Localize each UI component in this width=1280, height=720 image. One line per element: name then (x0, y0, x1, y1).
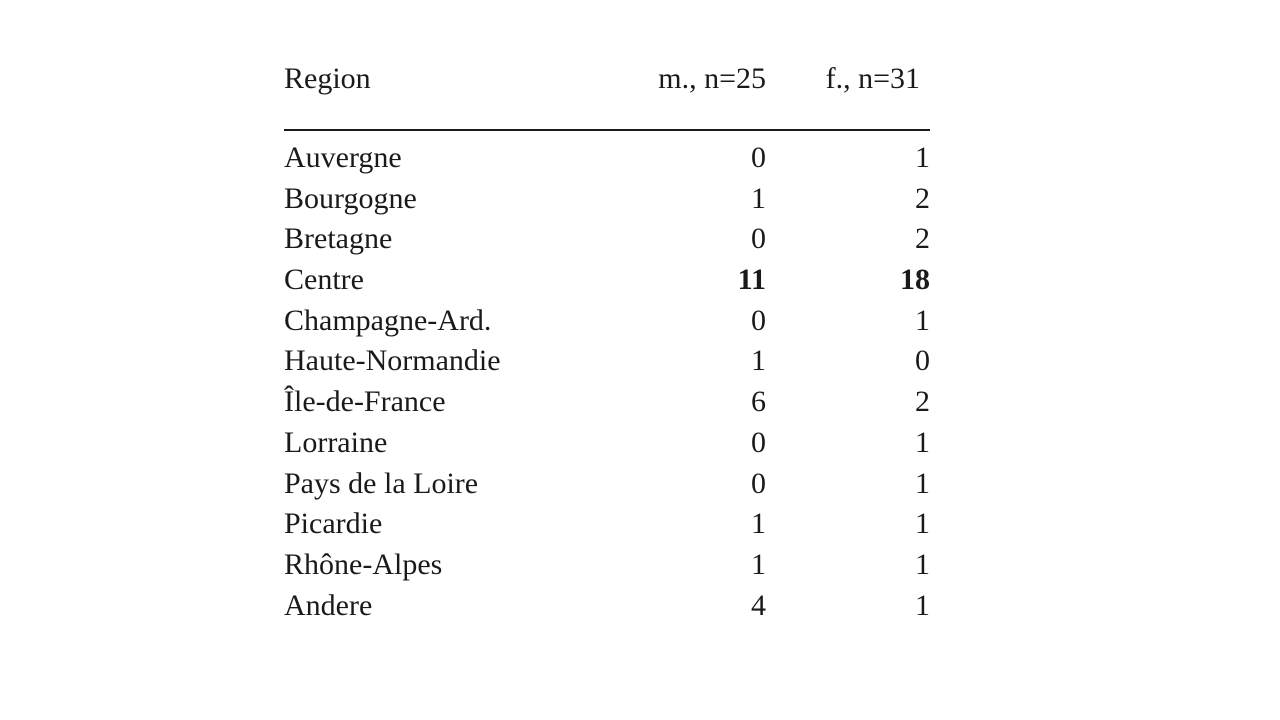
region-table (284, 58, 930, 622)
table-row (284, 301, 930, 342)
cell-male: 1 (751, 547, 766, 581)
cell-region: Lorraine (284, 425, 388, 459)
cell-female: 0 (915, 344, 930, 378)
header-rule (284, 129, 930, 131)
cell-female: 1 (915, 303, 930, 337)
cell-female: 1 (915, 425, 930, 459)
cell-female: 2 (915, 385, 930, 419)
table-row (284, 179, 930, 220)
table-body (284, 138, 930, 626)
cell-region: Centre (284, 263, 364, 297)
table-row (284, 341, 930, 382)
cell-region: Île-de-France (284, 385, 446, 419)
cell-region: Bourgogne (284, 181, 417, 215)
header-region: Region (284, 62, 371, 95)
cell-female: 2 (915, 181, 930, 215)
table-row (284, 382, 930, 423)
cell-female: 1 (915, 507, 930, 541)
cell-female: 1 (915, 588, 930, 622)
cell-male: 6 (751, 385, 766, 419)
cell-region: Rhône-Alpes (284, 547, 443, 581)
cell-male: 0 (751, 141, 766, 174)
cell-region: Andere (284, 588, 373, 622)
cell-male: 0 (751, 425, 766, 459)
cell-male: 1 (751, 344, 766, 378)
cell-female: 1 (915, 547, 930, 581)
header-female: f., n=31 (825, 62, 920, 95)
cell-male: 11 (737, 263, 766, 297)
cell-region: Haute-Normandie (284, 344, 501, 378)
cell-region: Pays de la Loire (284, 466, 479, 500)
cell-region: Auvergne (284, 141, 402, 174)
cell-male: 0 (751, 222, 766, 256)
cell-female: 1 (915, 141, 930, 174)
cell-region: Champagne-Ard. (284, 303, 492, 337)
cell-region: Picardie (284, 507, 383, 541)
table-row (284, 464, 930, 505)
cell-male: 0 (751, 466, 766, 500)
cell-female: 2 (915, 222, 930, 256)
header-male: m., n=25 (658, 62, 766, 95)
cell-female: 1 (915, 466, 930, 500)
table-row (284, 504, 930, 545)
table-row (284, 138, 930, 179)
table-row (284, 423, 930, 464)
table-header (284, 58, 930, 100)
cell-male: 0 (751, 303, 766, 337)
cell-female: 18 (900, 263, 930, 297)
table-row (284, 586, 930, 627)
cell-male: 1 (751, 181, 766, 215)
cell-region: Bretagne (284, 222, 393, 256)
cell-male: 4 (751, 588, 766, 622)
table-row (284, 219, 930, 260)
table-row (284, 260, 930, 301)
table-row (284, 545, 930, 586)
cell-male: 1 (751, 507, 766, 541)
